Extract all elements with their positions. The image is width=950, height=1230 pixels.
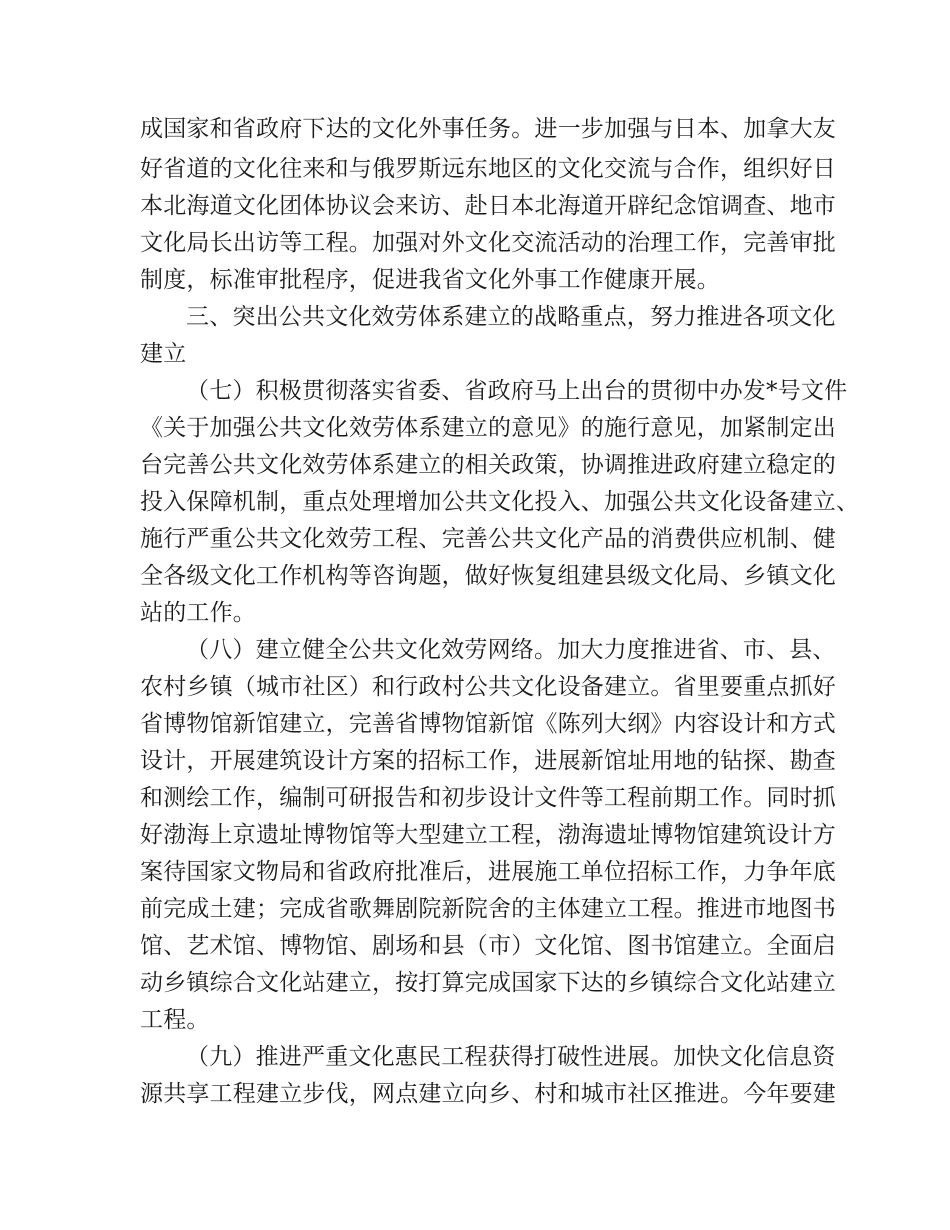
paragraph-line: 和测绘工作，编制可研报告和初步设计文件等工程前期工作。同时抓 [140, 785, 836, 811]
paragraph-line: 《关于加强公共文化效劳体系建立的意见》的施行意见，加紧制定出 [140, 415, 836, 441]
paragraph-line: 台完善公共文化效劳体系建立的相关政策，协调推进政府建立稳定的 [140, 452, 836, 478]
paragraph-line: 施行严重公共文化效劳工程、完善公共文化产品的消费供应机制、健 [140, 526, 836, 552]
paragraph-line: （八）建立健全公共文化效劳网络。加大力度推进省、市、县、 [186, 637, 836, 663]
paragraph-line: 设计，开展建筑设计方案的招标工作，进展新馆址用地的钻探、勘查 [140, 748, 836, 774]
paragraph-line: 动乡镇综合文化站建立，按打算完成国家下达的乡镇综合文化站建立 [140, 970, 836, 996]
paragraph-line: 站的工作。 [140, 600, 256, 626]
paragraph-line: （九）推进严重文化惠民工程获得打破性进展。加快文化信息资 [186, 1044, 836, 1070]
paragraph-line: 好渤海上京遗址博物馆等大型建立工程，渤海遗址博物馆建筑设计方 [140, 822, 836, 848]
section-heading-line: 建立 [140, 341, 187, 367]
paragraph-line: 工程。 [140, 1007, 210, 1033]
paragraph-line: 全各级文化工作机构等咨询题，做好恢复组建县级文化局、乡镇文化 [140, 563, 836, 589]
paragraph-line: （七）积极贯彻落实省委、省政府马上出台的贯彻中办发*号文件 [186, 378, 848, 404]
paragraph-line: 文化局长出访等工程。加强对外文化交流活动的治理工作，完善审批 [140, 230, 836, 256]
paragraph-line: 案待国家文物局和省政府批准后，进展施工单位招标工作，力争年底 [140, 859, 836, 885]
paragraph-line: 农村乡镇（城市社区）和行政村公共文化设备建立。省里要重点抓好 [140, 674, 836, 700]
paragraph-line: 制度，标准审批程序，促进我省文化外事工作健康开展。 [140, 267, 720, 293]
paragraph-line: 源共享工程建立步伐，网点建立向乡、村和城市社区推进。今年要建 [140, 1081, 836, 1107]
paragraph-line: 馆、艺术馆、博物馆、剧场和县（市）文化馆、图书馆建立。全面启 [140, 933, 836, 959]
paragraph-line: 好省道的文化往来和与俄罗斯远东地区的文化交流与合作，组织好日 [140, 156, 836, 182]
paragraph-line: 本北海道文化团体协议会来访、赴日本北海道开辟纪念馆调查、地市 [140, 193, 836, 219]
paragraph-line: 省博物馆新馆建立，完善省博物馆新馆《陈列大纲》内容设计和方式 [140, 711, 836, 737]
paragraph-line: 前完成土建；完成省歌舞剧院新院舍的主体建立工程。推进市地图书 [140, 896, 836, 922]
paragraph-line: 投入保障机制，重点处理增加公共文化投入、加强公共文化设备建立、 [140, 489, 860, 515]
section-heading-line: 三、突出公共文化效劳体系建立的战略重点，努力推进各项文化 [186, 304, 836, 330]
paragraph-line: 成国家和省政府下达的文化外事任务。进一步加强与日本、加拿大友 [140, 116, 836, 142]
